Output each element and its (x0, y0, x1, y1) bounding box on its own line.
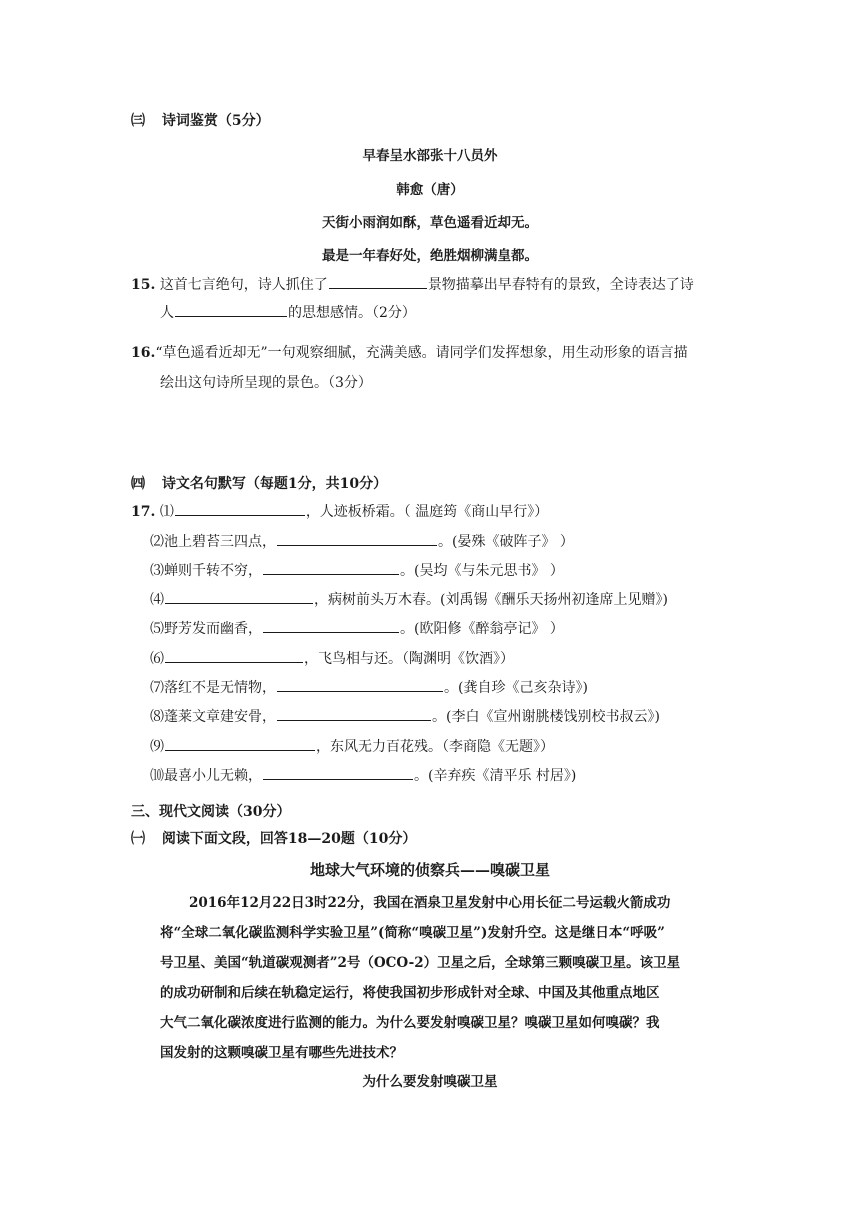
item-mark: ⑼ (150, 739, 164, 755)
poem-title: 早春呈水部张十八员外 (362, 148, 498, 164)
item-mark: ⑽ (150, 768, 164, 784)
item-text: 。(欧阳修《醉翁亭记》 ） (400, 621, 564, 637)
item-text: ，东风无力百花残。（李商隐《无题》） (316, 739, 554, 755)
item-mark: ⑺ (150, 680, 164, 696)
item-mark: ⑴ (159, 504, 174, 520)
question-text: 景物描摹出早春特有的景致，全诗表达了诗 (427, 277, 694, 293)
poem-line-1: 天街小雨润如酥，草色遥看近却无。 (322, 215, 538, 231)
item-text: 野芳发而幽香， (164, 621, 262, 637)
item-text: 落红不是无情物， (164, 680, 276, 696)
question-17-item-4 (150, 589, 668, 610)
question-17-item-7 (150, 677, 588, 698)
answer-blank[interactable] (277, 706, 431, 721)
question-17-item-6 (150, 648, 514, 669)
question-16-line-1 (131, 343, 688, 363)
item-text: ，人迹板桥霜。（ 温庭筠《商山早行》） (305, 504, 549, 520)
subsection-header (131, 829, 416, 849)
question-17-item-5 (150, 618, 564, 639)
item-text: ，飞鸟相与还。（陶渊明《饮酒》） (304, 651, 514, 667)
section-header-poetry (131, 111, 270, 131)
item-text: 池上碧苔三四点， (164, 534, 276, 550)
question-number: 15. (131, 277, 156, 293)
answer-blank[interactable] (175, 302, 287, 317)
item-mark: ⑶ (150, 563, 164, 579)
item-text: 。(龚自珍《己亥杂诗》) (444, 680, 588, 696)
answer-blank[interactable] (165, 589, 313, 604)
question-15-line-1 (131, 274, 694, 295)
section-title: 诗词鉴赏（5分） (161, 113, 270, 129)
item-text: 最喜小儿无赖， (164, 768, 262, 784)
question-text: 人 (160, 305, 174, 321)
answer-blank[interactable] (263, 560, 399, 575)
answer-blank[interactable] (165, 736, 315, 751)
section-number: ㈣ (131, 476, 145, 492)
question-17-item-9 (150, 736, 554, 757)
item-mark: ⑹ (150, 651, 164, 667)
item-text: 。(晏殊《破阵子》 ） (438, 534, 574, 550)
answer-blank[interactable] (165, 648, 303, 663)
poem-line-2: 最是一年春好处，绝胜烟柳满皇都。 (322, 248, 538, 264)
article-subheading: 为什么要发射嗅碳卫星 (362, 1074, 498, 1090)
section-header-recitation (131, 474, 387, 494)
answer-blank[interactable] (263, 765, 413, 780)
answer-blank[interactable] (175, 501, 305, 516)
article-line: 号卫星、美国“轨道碳观测者”2号（OCO-2）卫星之后，全球第三颗嗅碳卫星。该卫星 (160, 955, 681, 971)
article-line: 的成功研制和后续在轨稳定运行，将使我国初步形成针对全球、中国及其他重点地区 (160, 985, 660, 1001)
question-15-line-2 (160, 302, 416, 323)
section-number: ㈠ (131, 831, 145, 847)
question-17-item-3 (150, 560, 564, 581)
item-text: 蝉则千转不穷， (164, 563, 262, 579)
article-title: 地球大气环境的侦察兵——嗅碳卫星 (309, 861, 550, 879)
article-line: 大气二氧化碳浓度进行监测的能力。为什么要发射嗅碳卫星？嗅碳卫星如何嗅碳？我 (160, 1015, 660, 1031)
answer-blank[interactable] (277, 531, 437, 546)
item-text: 。(吴均《与朱元思书》 ） (400, 563, 564, 579)
answer-blank[interactable] (277, 677, 443, 692)
section-title: 诗文名句默写（每题1分，共10分） (161, 476, 388, 492)
question-text: “草色遥看近却无”一句观察细腻，充满美感。请同学们发挥想象，用生动形象的语言描 (155, 345, 688, 361)
article-line: 2016年12月22日3时22分，我国在酒泉卫星发射中心用长征二号运载火箭成功 (189, 895, 671, 911)
item-text: 蓬莱文章建安骨， (164, 709, 276, 725)
item-text: 。(李白《宣州谢朓楼饯别校书叔云》) (432, 709, 660, 725)
answer-blank[interactable] (263, 618, 399, 633)
poem-author: 韩愈（唐） (396, 182, 464, 198)
question-text: 的思想感情。（2分） (288, 305, 416, 321)
item-mark: ⑷ (150, 592, 164, 608)
question-17-item-10 (150, 765, 576, 786)
question-17-item-2 (150, 531, 574, 552)
question-text: 这首七言绝句，诗人抓住了 (159, 277, 328, 293)
question-17-item-1 (131, 501, 548, 522)
item-text: ，病树前头万木春。(刘禹锡《酬乐天扬州初逢席上见赠》) (314, 592, 668, 608)
question-number: 16. (131, 345, 156, 361)
item-mark: ⑸ (150, 621, 164, 637)
article-line: 国发射的这颗嗅碳卫星有哪些先进技术？ (160, 1045, 403, 1061)
part-header-modern-reading: 三、现代文阅读（30分） (131, 804, 291, 820)
answer-blank[interactable] (329, 274, 427, 289)
section-number: ㈢ (131, 113, 145, 129)
item-mark: ⑻ (150, 709, 164, 725)
question-17-item-8 (150, 706, 660, 727)
section-title: 阅读下面文段，回答18—20题（10分） (161, 831, 417, 847)
article-line: 将“全球二氧化碳监测科学实验卫星”(简称“嗅碳卫星”)发射升空。这是继日本“呼吸” (160, 925, 665, 941)
item-mark: ⑵ (150, 534, 164, 550)
question-16-line-2: 绘出这句诗所呈现的景色。（3分） (160, 375, 372, 391)
item-text: 。(辛弃疾《清平乐 村居》) (414, 768, 577, 784)
question-number: 17. (131, 504, 156, 520)
